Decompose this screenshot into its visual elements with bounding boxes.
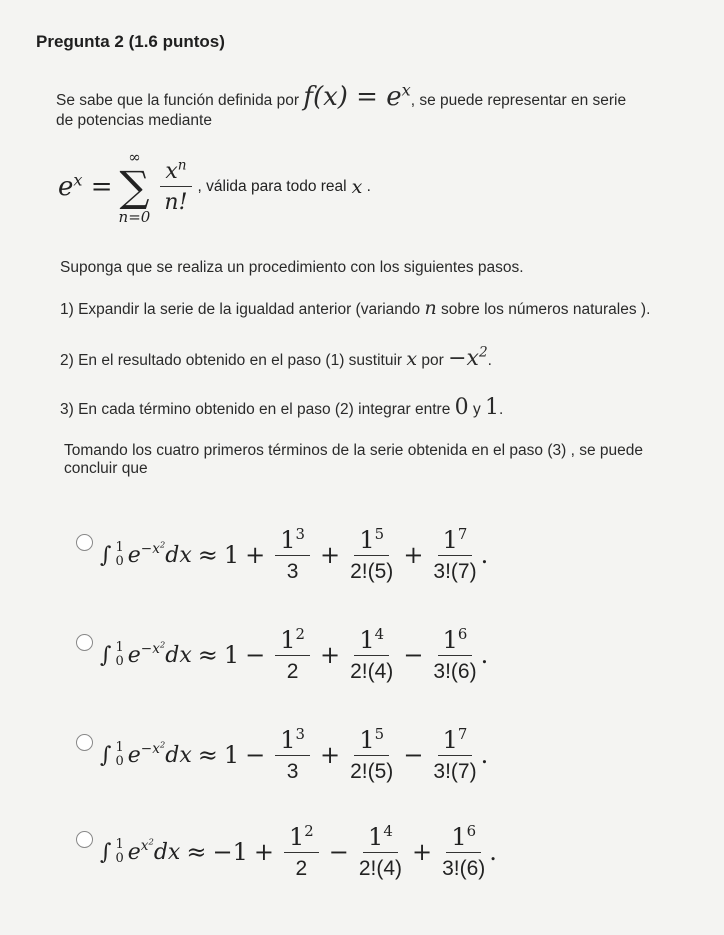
op-3: + [403, 541, 424, 569]
intro-text-end: , se puede representar en serie [410, 92, 627, 109]
integrand: $e^{x^2}dx$ [127, 836, 181, 865]
term-4: $\frac{1^7}{3!(7)}$ [433, 525, 477, 583]
option-4[interactable] [100, 822, 497, 880]
integral-symbol: ∫ [100, 642, 112, 668]
var-x: x [351, 176, 363, 198]
integrand: $e^{-x^2}dx$ [127, 539, 192, 568]
integral-symbol: ∫ [100, 839, 112, 865]
op-3: − [403, 641, 424, 669]
term-3: $\frac{1^4}{2!(4)}$ [350, 625, 394, 683]
op-1: + [253, 838, 274, 866]
lower-limit: 0 [115, 851, 124, 866]
integrand: $e^{-x^2}dx$ [127, 639, 192, 668]
term-4: $\frac{1^6}{3!(6)}$ [433, 625, 477, 683]
lower-limit: 0 [115, 554, 124, 569]
integral-symbol: ∫ [100, 542, 112, 568]
term-3: $\frac{1^5}{2!(5)}$ [350, 725, 394, 783]
op-2: + [320, 741, 341, 769]
option-formula: ∫ 1 0 $e^{-x^2}dx$ ≈ 1 − $\frac{1^2}{2}$ + $\frac{1^4}{2!(4)}$ − $\frac{1^6}{3!(6)}$ . [100, 625, 489, 683]
power-series: $e^x$ = ∞ ∑ n=0 $\frac{x^n}{n!}$ , válida para todo real x . [58, 148, 371, 226]
first-term: −1 [212, 838, 248, 866]
option-2[interactable] [100, 625, 489, 683]
term-3: $\frac{1^4}{2!(4)}$ [358, 822, 402, 880]
option-formula: ∫ 1 0 $e^{-x^2}dx$ ≈ 1 − $\frac{1^3}{3}$ + $\frac{1^5}{2!(5)}$ − $\frac{1^7}{3!(7)}$ . [100, 725, 489, 783]
integral-limits [115, 541, 123, 570]
integral-limits [115, 741, 123, 770]
integral-symbol: ∫ [100, 742, 112, 768]
option-radio-3[interactable] [76, 734, 93, 751]
approx-sign: ≈ [197, 641, 218, 669]
upper-limit: 1 [115, 739, 124, 755]
integral-limits [115, 838, 123, 867]
series-term: $\frac{x^n}{n!}$ [160, 161, 191, 214]
intro-line-1 [56, 82, 626, 112]
summation-symbol: ∞ ∑ n=0 [118, 148, 151, 226]
op-2: + [320, 641, 341, 669]
op-1: + [245, 541, 266, 569]
conclusion: Tomando los cuatro primeros términos de la serie obtenida en el paso (3) , se puede concluir que [64, 442, 643, 477]
first-term: 1 [223, 741, 240, 769]
steps-intro: Suponga que se realiza un procedimiento con los siguientes pasos. [60, 259, 524, 276]
intro-line-2: de potencias mediante [56, 112, 212, 129]
upper-limit: 1 [115, 836, 124, 852]
option-radio-1[interactable] [76, 534, 93, 551]
first-term: 1 [223, 541, 240, 569]
step-3: 3) En cada término obtenido en el paso (2) integrar entre 0 y 1. [60, 395, 504, 420]
term-2: $\frac{1^3}{3}$ [275, 528, 310, 582]
series-validity: , válida para todo real [197, 178, 347, 195]
step-2: 2) En el resultado obtenido en el paso (1) sustituir x por $-x^2$. [60, 344, 492, 371]
term-4: $\frac{1^7}{3!(7)}$ [433, 725, 477, 783]
step-1: 1) Expandir la serie de la igualdad anterior (variando n sobre los números naturales ). [60, 297, 651, 319]
approx-sign: ≈ [186, 838, 207, 866]
upper-limit: 1 [115, 639, 124, 655]
option-radio-2[interactable] [76, 634, 93, 651]
op-1: − [245, 741, 266, 769]
integral-limits [115, 641, 123, 670]
term-3: $\frac{1^5}{2!(5)}$ [350, 525, 394, 583]
term-2: $\frac{1^2}{2}$ [275, 628, 310, 682]
function-definition: $f(x) = e^x$ [303, 80, 411, 112]
lower-limit: 0 [115, 654, 124, 669]
intro-text: Se sabe que la función definida por [56, 92, 300, 109]
op-3: + [412, 838, 433, 866]
upper-limit: 1 [115, 539, 124, 555]
option-formula: ∫ 1 0 $e^{-x^2}dx$ ≈ 1 + $\frac{1^3}{3}$ + $\frac{1^5}{2!(5)}$ + $\frac{1^7}{3!(7)}$ . [100, 525, 489, 583]
op-2: − [328, 838, 349, 866]
first-term: 1 [223, 641, 240, 669]
series-lhs: $e^x$ = [58, 170, 113, 202]
lower-limit: 0 [115, 754, 124, 769]
term-4: $\frac{1^6}{3!(6)}$ [442, 822, 486, 880]
option-formula: ∫ 1 0 $e^{x^2}dx$ ≈ −1 + $\frac{1^2}{2}$ − $\frac{1^4}{2!(4)}$ + $\frac{1^6}{3!(6)}$ . [100, 822, 497, 880]
op-2: + [320, 541, 341, 569]
term-2: $\frac{1^3}{3}$ [275, 728, 310, 782]
option-3[interactable] [100, 725, 489, 783]
approx-sign: ≈ [197, 541, 218, 569]
approx-sign: ≈ [197, 741, 218, 769]
question-title: Pregunta 2 (1.6 puntos) [36, 32, 225, 51]
op-3: − [403, 741, 424, 769]
term-2: $\frac{1^2}{2}$ [284, 825, 319, 879]
op-1: − [245, 641, 266, 669]
option-1[interactable] [100, 525, 489, 583]
option-radio-4[interactable] [76, 831, 93, 848]
integrand: $e^{-x^2}dx$ [127, 739, 192, 768]
